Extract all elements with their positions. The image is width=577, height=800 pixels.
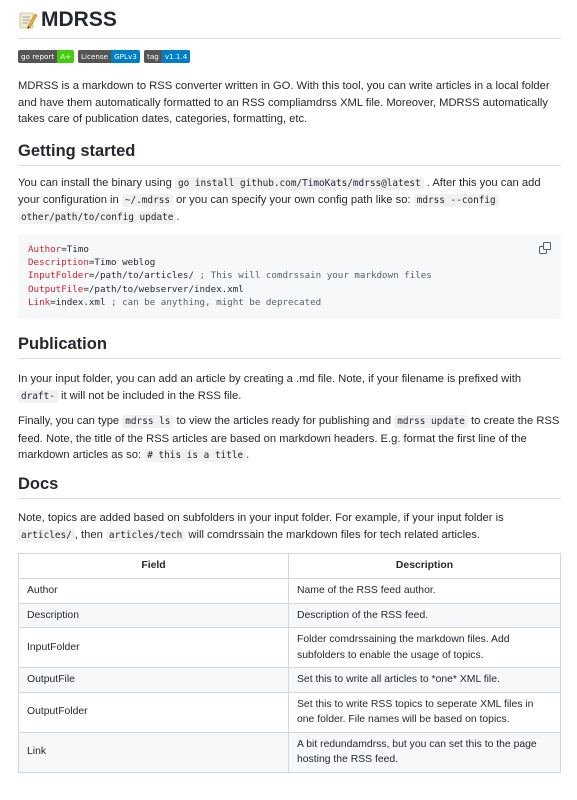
table-header-row bbox=[19, 554, 561, 579]
memo-icon bbox=[18, 10, 38, 30]
publication-paragraph-2 bbox=[18, 413, 561, 465]
table-cell-field: OutputFile bbox=[19, 668, 289, 693]
table-row bbox=[19, 668, 561, 693]
config-key: InputFolder bbox=[28, 270, 89, 282]
table-cell-description: Name of the RSS feed author. bbox=[289, 579, 561, 604]
publication-paragraph-1 bbox=[18, 371, 561, 405]
publication-text: Finally, you can type bbox=[18, 415, 120, 427]
table-row bbox=[19, 579, 561, 604]
publication-text: . bbox=[246, 449, 250, 461]
badge-label: tag bbox=[144, 50, 162, 63]
table-cell-field: Link bbox=[19, 732, 289, 772]
copy-icon[interactable] bbox=[539, 242, 551, 254]
install-paragraph bbox=[18, 175, 561, 226]
go-report-badge[interactable] bbox=[18, 50, 74, 63]
badge-label: go report bbox=[18, 50, 57, 63]
docs-text: , then bbox=[74, 528, 103, 541]
title-divider bbox=[18, 38, 561, 39]
table-row bbox=[19, 628, 561, 668]
description-column-header: Description bbox=[289, 554, 561, 579]
badge-label: License bbox=[78, 50, 111, 63]
draft-prefix-code: draft- bbox=[18, 390, 58, 403]
publication-text: to view the articles ready for publishing and bbox=[176, 415, 392, 427]
articles-folder-code: articles/ bbox=[18, 529, 75, 542]
install-text: . After this you can add your configuration in bbox=[18, 177, 541, 206]
section-divider bbox=[18, 498, 561, 499]
ls-command-code: mdrss ls bbox=[122, 415, 173, 428]
badge-value: v1.1.4 bbox=[162, 50, 191, 63]
field-column-header: Field bbox=[19, 554, 289, 579]
install-text: or you can specify your own config path like so: bbox=[176, 194, 411, 206]
publication-heading: Publication bbox=[18, 335, 107, 353]
update-command-code: mdrss update bbox=[394, 415, 468, 428]
config-path-code: ~/.mdrss bbox=[122, 194, 173, 207]
table-cell-description: Set this to write all articles to *one* XML file. bbox=[289, 668, 561, 693]
publication-text: In your input folder, you can add an article by creating a .md file. Note, if your filename is prefixed with bbox=[18, 373, 522, 385]
docs-paragraph bbox=[18, 510, 561, 544]
section-divider bbox=[18, 358, 561, 359]
config-key: Author bbox=[28, 244, 62, 255]
license-badge[interactable] bbox=[78, 50, 140, 63]
table-cell-description: A bit redundamdrss, but you can set this to the page hosting the RSS feed. bbox=[289, 732, 561, 772]
config-key: Description bbox=[28, 257, 89, 269]
badge-value: A+ bbox=[57, 50, 74, 63]
docs-text: will comdrssain the markdown files for tech related articles. bbox=[188, 528, 481, 541]
config-eq: = bbox=[83, 283, 89, 295]
config-fields-table bbox=[18, 553, 561, 773]
page-title bbox=[18, 6, 117, 34]
section-divider bbox=[18, 165, 561, 166]
publication-text: to create the RSS feed. Note, the title of the RSS articles are based on markdown headers. E.g. format the first line of the markdown articles as so: bbox=[18, 415, 560, 461]
table-cell-field: Author bbox=[19, 579, 289, 604]
page-title-text: MDRSS bbox=[41, 8, 117, 31]
table-cell-description: Description of the RSS feed. bbox=[289, 603, 561, 628]
table-row bbox=[19, 692, 561, 732]
table-cell-description: Set this to write RSS topics to seperate XML files in one folder. File names will be based on topics. bbox=[289, 692, 561, 732]
config-value: /path/to/articles/ bbox=[94, 270, 194, 282]
config-value: /path/to/webserver/index.xml bbox=[88, 283, 244, 295]
table-cell-field: InputFolder bbox=[19, 628, 289, 668]
config-command-code: mdrss --config bbox=[414, 194, 499, 207]
table-cell-field: Description bbox=[19, 603, 289, 628]
getting-started-heading: Getting started bbox=[18, 142, 136, 160]
config-code bbox=[28, 243, 432, 309]
docs-heading: Docs bbox=[18, 475, 59, 493]
tag-badge[interactable] bbox=[144, 50, 190, 63]
config-value: Timo bbox=[66, 244, 89, 255]
table-cell-field: OutputFolder bbox=[19, 692, 289, 732]
intro-text: MDRSS is a markdown to RSS converter written in GO. With this tool, you can write articles in a local folder and have them automatically formatted to an RSS compliamdrss XML file. Moreover, MDRSS automatically takes care of publication dates, categories, formatting, etc. bbox=[18, 80, 550, 125]
config-value: Timo weblog bbox=[94, 257, 156, 269]
config-value: index.xml bbox=[55, 296, 106, 308]
intro-paragraph bbox=[18, 78, 561, 128]
config-code-block bbox=[18, 234, 561, 319]
install-text: You can install the binary using bbox=[18, 177, 172, 189]
docs-text: Note, topics are added based on subfolders in your input folder. For example, if your input folder is bbox=[18, 512, 504, 524]
install-command: go install github.com/TimoKats/mdrss@latest bbox=[175, 177, 424, 190]
config-eq: = bbox=[88, 270, 95, 282]
install-text: . bbox=[176, 211, 180, 223]
table-row bbox=[19, 603, 561, 628]
table-cell-description: Folder comdrssaining the markdown files. Add subfolders to enable the usage of topics. bbox=[289, 628, 561, 668]
publication-text: it will not be included in the RSS file. bbox=[60, 389, 242, 402]
table-row bbox=[19, 732, 561, 772]
title-example-code: # this is a title bbox=[144, 449, 246, 462]
config-command-code: other/path/to/config update bbox=[18, 211, 176, 224]
config-key: Link bbox=[28, 296, 51, 308]
config-comment: ; This will comdrssain your markdown files bbox=[193, 270, 432, 282]
config-eq: = bbox=[88, 257, 95, 269]
config-comment: ; can be anything, might be deprecated bbox=[105, 296, 322, 308]
config-eq: = bbox=[61, 244, 67, 255]
tech-folder-code: articles/tech bbox=[106, 529, 185, 542]
config-eq: = bbox=[50, 296, 56, 308]
badge-value: GPLv3 bbox=[111, 50, 140, 63]
config-key: OutputFile bbox=[28, 283, 84, 295]
